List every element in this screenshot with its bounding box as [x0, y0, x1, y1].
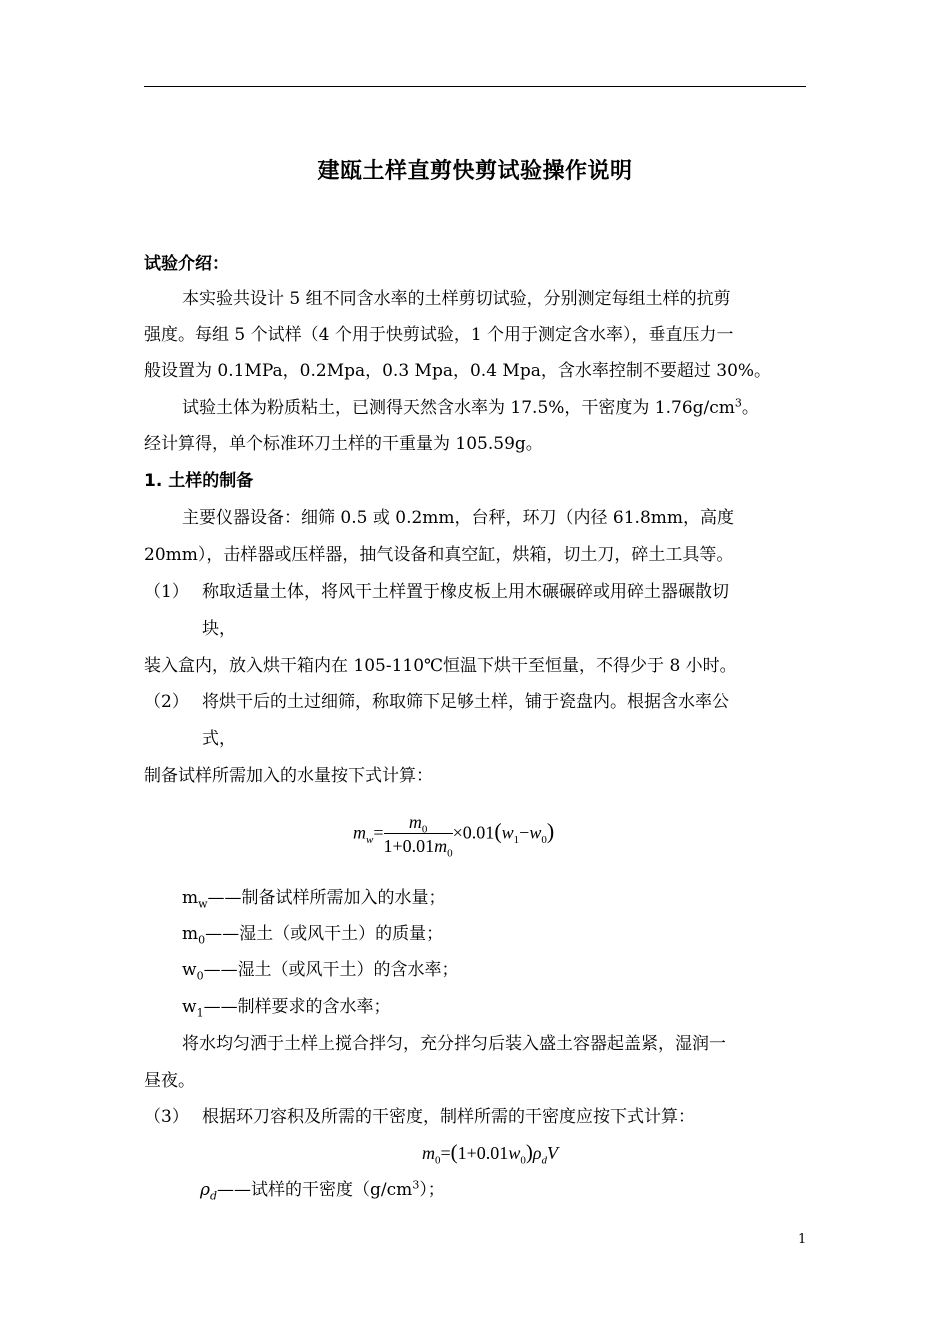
intro-paragraph-line: 强度。每组 5 个试样（4 个用于快剪试验，1 个用于测定含水率），垂直压力一 [144, 325, 734, 345]
variable-definition: $w_1——$制样要求的含水率； [182, 997, 391, 1020]
variable-definition: $w_0——$湿土（或风干土）的含水率； [182, 960, 459, 983]
mixing-line: 昼夜。 [144, 1071, 195, 1091]
step-text: 称取适量土体，将风干土样置于橡皮板上用木碾碾碎或用碎土器碾散切 [202, 582, 729, 602]
intro-paragraph-line: 本实验共设计 5 组不同含水率的土样剪切试验，分别测定每组土样的抗剪 [182, 289, 731, 309]
step-number: （1） [144, 582, 189, 602]
intro-paragraph-line: 试验土体为粉质粘土，已测得天然含水率为 17.5%，干密度为 $1.76g/cm^3$。 [182, 396, 759, 418]
step-continuation: 制备试样所需加入的水量按下式计算： [144, 766, 433, 786]
dry-density-formula: $m_0=(1+0.01w_0)\rho_dV$ [422, 1140, 558, 1167]
equipment-line: 20mm），击样器或压样器，抽气设备和真空缸，烘箱，切土刀，碎土工具等。 [144, 545, 734, 565]
step-continuation: 装入盒内，放入烘干箱内在 105-110℃恒温下烘干至恒量，不得少于 8 小时。 [144, 656, 737, 676]
intro-heading: 试验介绍： [144, 254, 229, 274]
mixing-line: 将水均匀洒于土样上搅合拌匀，充分拌匀后装入盛土容器起盖紧，湿润一 [182, 1034, 726, 1054]
equipment-line: 主要仪器设备：细筛 0.5 或 0.2mm，台秤，环刀（内径 61.8mm，高度 [182, 508, 735, 528]
document-title: 建瓯土样直剪快剪试验操作说明 [317, 159, 633, 184]
water-amount-formula: $m_w=$ $\frac{m_0}{1+0.01m_0}$ $\times 0.01(w_1-w_0)$ [353, 812, 555, 860]
step-number: （3） [144, 1107, 189, 1127]
variable-definition: $m_w——$制备试样所需加入的水量； [182, 888, 446, 911]
step-text: 式， [202, 729, 236, 749]
variable-definition: $m_0——$湿土（或风干土）的质量； [182, 924, 444, 947]
variable-definition: $\rho_d——$试样的干密度$(g/cm^3)$； [200, 1178, 445, 1203]
step-text: 将烘干后的土过细筛，称取筛下足够土样，铺于瓷盘内。根据含水率公 [202, 692, 729, 712]
intro-paragraph-line: 般设置为 0.1MPa，0.2Mpa，0.3 Mpa，0.4 Mpa，含水率控制不要超过 30%。 [144, 361, 772, 381]
page-number: 1 [798, 1232, 807, 1247]
section-heading: 1. 土样的制备 [144, 471, 254, 491]
step-number: （2） [144, 692, 189, 712]
intro-paragraph-line: 经计算得，单个标准环刀土样的干重量为 105.59g。 [144, 434, 543, 454]
step-text: 根据环刀容积及所需的干密度，制样所需的干密度应按下式计算： [202, 1107, 695, 1127]
header-rule [144, 86, 806, 87]
step-text: 块， [202, 619, 236, 639]
